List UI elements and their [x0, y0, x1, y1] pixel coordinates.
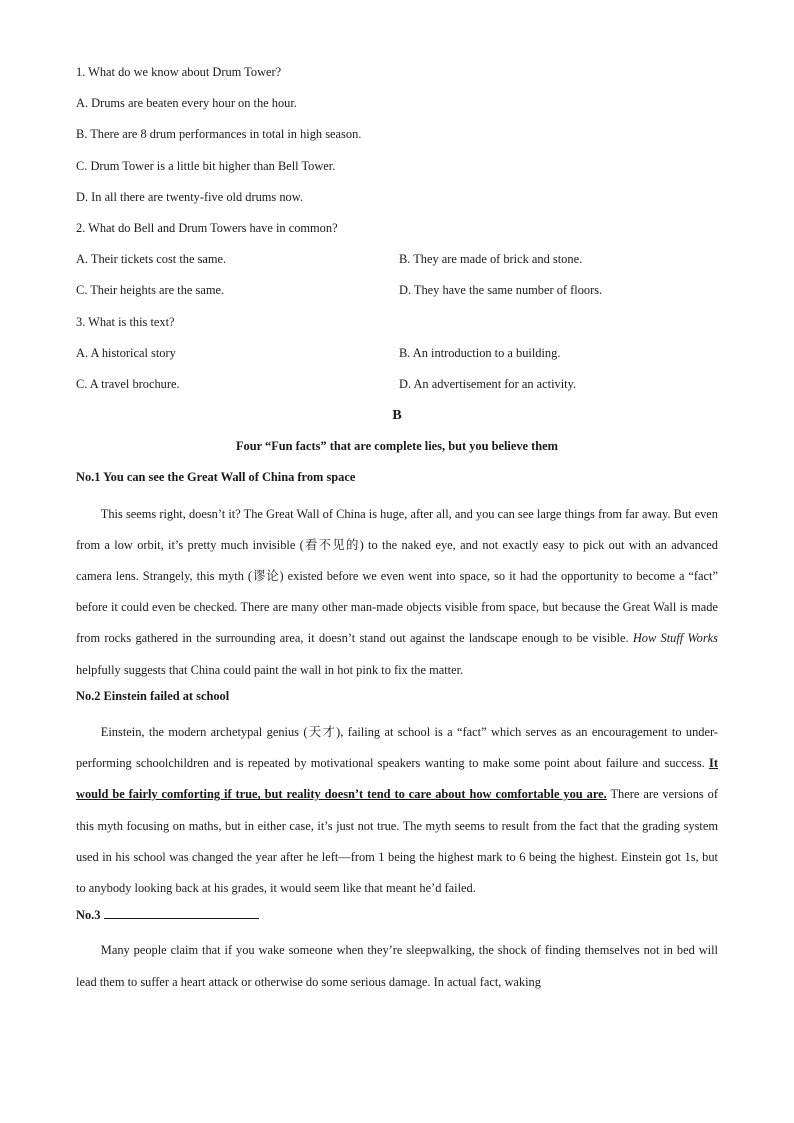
- myth-1-paragraph: [76, 499, 718, 686]
- question-3-option-c: C. A travel brochure.: [76, 376, 180, 391]
- myth-1-heading: No.1 You can see the Great Wall of China from space: [76, 470, 356, 485]
- question-2-options-row-2: [76, 280, 718, 311]
- question-3-option-a: A. A historical story: [76, 345, 176, 360]
- document-page: [76, 62, 718, 998]
- myth-3-answer-blank[interactable]: [104, 904, 259, 919]
- question-3-stem: 3. What is this text?: [76, 314, 175, 329]
- question-3-option-d: D. An advertisement for an activity.: [399, 376, 577, 391]
- question-3-options-row-2: [76, 374, 718, 405]
- question-3-option-b: B. An introduction to a building.: [399, 345, 561, 360]
- question-2-option-b: B. They are made of brick and stone.: [399, 252, 583, 267]
- question-3-options-row-1: [76, 343, 718, 374]
- myth-3-paragraph: [76, 935, 718, 997]
- question-2-option-c: C. Their heights are the same.: [76, 283, 225, 298]
- question-1-stem: 1. What do we know about Drum Tower?: [76, 65, 282, 79]
- section-title: Four “Fun facts” that are complete lies, but you believe them: [235, 439, 558, 454]
- myth-3-heading-label: No.3: [76, 908, 101, 923]
- myth-2-text-a: Einstein, the modern archetypal genius (天才), failing at school is a “fact” which serves as an encouragement to under-performing schoolchildren and is repeated by motivational speakers wanting to make some point about failure and success.: [76, 725, 718, 771]
- question-1-option-d: D. In all there are twenty-five old drums now.: [76, 189, 303, 204]
- question-2-option-d: D. They have the same number of floors.: [399, 283, 603, 298]
- question-1-option-c: C. Drum Tower is a little bit higher than Bell Tower.: [76, 158, 336, 173]
- section-letter: B: [392, 408, 402, 424]
- question-2-option-a: A. Their tickets cost the same.: [76, 252, 227, 267]
- myth-1-text-a: This seems right, doesn’t it? The Great Wall of China is huge, after all, and you can see large things from far away. But even from a low orbit, it’s pretty much invisible (看不见的) to the naked eye, and not exactly easy to pick out with an advanced camera lens. Strangely, this myth (谬论) existed before we even went into space, so it had the opportunity to become a “fact” before it could even be checked. There are many other man-made objects visible from space, but because the Great Wall is made from rocks gathered in the surrounding area, it doesn’t stand out against the landscape enough to be visible.: [76, 506, 718, 646]
- myth-2-heading: No.2 Einstein failed at school: [76, 688, 230, 703]
- question-1-option-b: B. There are 8 drum performances in total in high season.: [76, 127, 362, 142]
- myth-3-heading: [76, 904, 718, 935]
- question-2-stem: 2. What do Bell and Drum Towers have in common?: [76, 220, 338, 235]
- myth-3-text: Many people claim that if you wake someone when they’re sleepwalking, the shock of finding themselves not in bed will lead them to suffer a heart attack or otherwise do some serious damage. In actual fact, waking: [76, 943, 718, 989]
- myth-2-underlined-sentence: It would be fairly comforting if true, but reality doesn’t tend to care about how comfortable you are.: [76, 756, 718, 802]
- question-1-option-a: A. Drums are beaten every hour on the hour.: [76, 96, 297, 111]
- myth-1-text-b: helpfully suggests that China could paint the wall in hot pink to fix the matter.: [76, 662, 464, 677]
- question-2-options-row-1: [76, 249, 718, 280]
- myth-1-source-title: How Stuff Works: [632, 631, 718, 646]
- myth-2-text-b: There are versions of this myth focusing on maths, but in either case, it’s just not true. The myth seems to result from the fact that the grading system used in his school was changed the year after he left—from 1 being the highest mark to 6 being the highest. Einstein got 1s, but to anybody looking back at his grades, it would seem like that meant he’d failed.: [76, 787, 718, 896]
- myth-2-paragraph: [76, 717, 718, 904]
